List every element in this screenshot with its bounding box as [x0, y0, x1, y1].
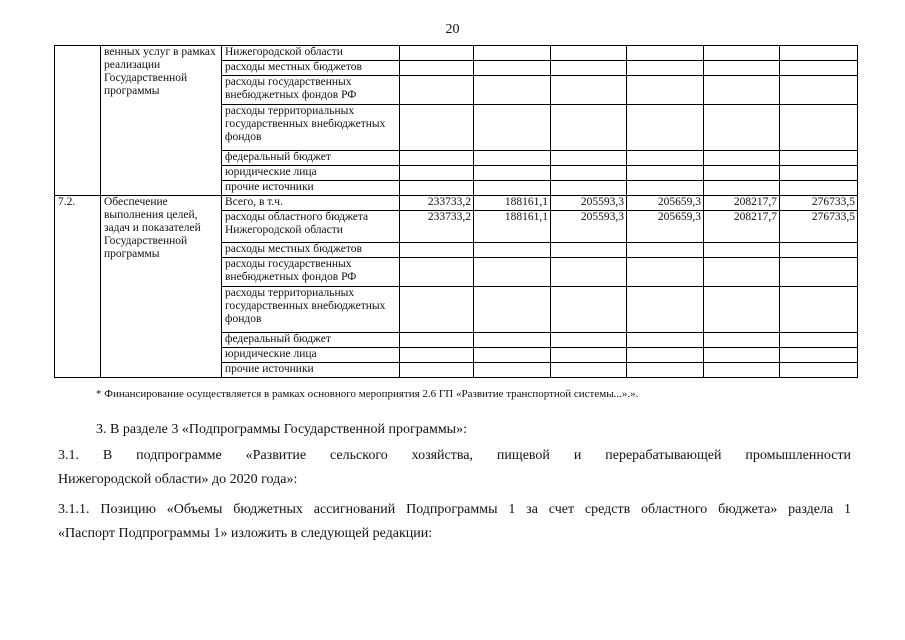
- amount-cell: [551, 46, 627, 61]
- amount-cell: [400, 348, 474, 363]
- funding-source-cell: юридические лица: [222, 348, 400, 363]
- page-number: 20: [445, 22, 460, 37]
- funding-source-cell: прочие источники: [222, 363, 400, 378]
- amount-cell: [627, 105, 704, 151]
- amount-cell: 276733,5: [780, 211, 858, 243]
- funding-source-cell: расходы территориальных государственных внебюджетных фондов: [222, 287, 400, 333]
- table-row: [55, 196, 858, 211]
- amount-cell: [400, 243, 474, 258]
- amount-cell: 276733,5: [780, 196, 858, 211]
- amount-cell: 205659,3: [627, 196, 704, 211]
- paragraph-3-1-line-1: 3.1. В подпрограмме «Развитие сельского хозяйства, пищевой и перерабатывающей промышленности: [58, 448, 851, 463]
- amount-cell: [704, 105, 780, 151]
- amount-cell: [627, 76, 704, 105]
- amount-cell: [400, 287, 474, 333]
- amount-cell: [474, 61, 551, 76]
- amount-cell: [551, 151, 627, 166]
- amount-cell: [551, 363, 627, 378]
- amount-cell: [780, 363, 858, 378]
- amount-cell: [474, 333, 551, 348]
- amount-cell: [474, 258, 551, 287]
- amount-cell: [551, 61, 627, 76]
- amount-cell: 233733,2: [400, 196, 474, 211]
- amount-cell: [551, 243, 627, 258]
- amount-cell: 205593,3: [551, 196, 627, 211]
- amount-cell: [704, 61, 780, 76]
- amount-cell: [400, 46, 474, 61]
- amount-cell: [704, 348, 780, 363]
- amount-cell: [400, 76, 474, 105]
- amount-cell: [780, 287, 858, 333]
- activity-name-cell: Обеспечение выполнения целей, задач и показателей Государственной программы: [101, 196, 222, 378]
- amount-cell: [474, 151, 551, 166]
- funding-source-cell: расходы государственных внебюджетных фондов РФ: [222, 258, 400, 287]
- paragraph-3-1-1-line-2: «Паспорт Подпрограммы 1» изложить в следующей редакции:: [58, 526, 433, 541]
- amount-cell: [627, 363, 704, 378]
- funding-source-cell: расходы областного бюджета Нижегородской области: [222, 211, 400, 243]
- amount-cell: [400, 258, 474, 287]
- paragraph-section-3: 3. В разделе 3 «Подпрограммы Государственной программы»:: [96, 422, 467, 437]
- funding-source-cell: прочие источники: [222, 181, 400, 196]
- amount-cell: [780, 181, 858, 196]
- amount-cell: [704, 151, 780, 166]
- paragraph-3-1-line-2: Нижегородской области» до 2020 года»:: [58, 472, 298, 487]
- amount-cell: [780, 333, 858, 348]
- amount-cell: [551, 287, 627, 333]
- amount-cell: [627, 287, 704, 333]
- amount-cell: 205659,3: [627, 211, 704, 243]
- amount-cell: [551, 76, 627, 105]
- amount-cell: [400, 181, 474, 196]
- amount-cell: [551, 181, 627, 196]
- amount-cell: [474, 363, 551, 378]
- amount-cell: [627, 166, 704, 181]
- amount-cell: [474, 105, 551, 151]
- amount-cell: [704, 333, 780, 348]
- amount-cell: [704, 166, 780, 181]
- funding-source-cell: расходы государственных внебюджетных фондов РФ: [222, 76, 400, 105]
- amount-cell: [627, 181, 704, 196]
- amount-cell: [551, 258, 627, 287]
- funding-source-cell: расходы местных бюджетов: [222, 61, 400, 76]
- row-number-cell: [55, 46, 101, 196]
- amount-cell: [400, 105, 474, 151]
- amount-cell: [627, 46, 704, 61]
- funding-source-cell: Нижегородской области: [222, 46, 400, 61]
- amount-cell: [474, 166, 551, 181]
- budget-table-body: [55, 46, 858, 378]
- amount-cell: [400, 61, 474, 76]
- amount-cell: [627, 348, 704, 363]
- activity-name-cell: венных услуг в рамках реализации Государственной программы: [101, 46, 222, 196]
- funding-source-cell: Всего, в т.ч.: [222, 196, 400, 211]
- footnote: * Финансирование осуществляется в рамках основного мероприятия 2.6 ГП «Развитие транспортной системы...».».: [96, 388, 639, 400]
- amount-cell: [780, 166, 858, 181]
- amount-cell: [704, 287, 780, 333]
- amount-cell: [780, 76, 858, 105]
- amount-cell: [474, 348, 551, 363]
- amount-cell: [780, 61, 858, 76]
- amount-cell: [551, 166, 627, 181]
- budget-table: [54, 45, 858, 378]
- amount-cell: [780, 46, 858, 61]
- amount-cell: [627, 151, 704, 166]
- funding-source-cell: федеральный бюджет: [222, 151, 400, 166]
- amount-cell: 188161,1: [474, 211, 551, 243]
- amount-cell: [704, 76, 780, 105]
- amount-cell: [704, 243, 780, 258]
- amount-cell: 208217,7: [704, 196, 780, 211]
- funding-source-cell: расходы местных бюджетов: [222, 243, 400, 258]
- amount-cell: [627, 61, 704, 76]
- amount-cell: [704, 46, 780, 61]
- amount-cell: 233733,2: [400, 211, 474, 243]
- row-number-cell: 7.2.: [55, 196, 101, 378]
- amount-cell: [474, 243, 551, 258]
- amount-cell: [474, 287, 551, 333]
- funding-source-cell: юридические лица: [222, 166, 400, 181]
- table-row: [55, 46, 858, 61]
- amount-cell: [400, 333, 474, 348]
- amount-cell: [400, 166, 474, 181]
- paragraph-3-1-1-line-1: 3.1.1. Позицию «Объемы бюджетных ассигнований Подпрограммы 1 за счет средств областного бюджета» раздела 1: [58, 502, 851, 517]
- amount-cell: 205593,3: [551, 211, 627, 243]
- amount-cell: [551, 105, 627, 151]
- amount-cell: [780, 348, 858, 363]
- amount-cell: [780, 105, 858, 151]
- amount-cell: 208217,7: [704, 211, 780, 243]
- amount-cell: [474, 46, 551, 61]
- amount-cell: [400, 151, 474, 166]
- amount-cell: [627, 243, 704, 258]
- amount-cell: [551, 348, 627, 363]
- amount-cell: [400, 363, 474, 378]
- amount-cell: [627, 258, 704, 287]
- amount-cell: [704, 363, 780, 378]
- amount-cell: [474, 76, 551, 105]
- amount-cell: [780, 243, 858, 258]
- amount-cell: [704, 258, 780, 287]
- amount-cell: [780, 151, 858, 166]
- amount-cell: [551, 333, 627, 348]
- funding-source-cell: федеральный бюджет: [222, 333, 400, 348]
- funding-source-cell: расходы территориальных государственных внебюджетных фондов: [222, 105, 400, 151]
- amount-cell: [780, 258, 858, 287]
- amount-cell: [704, 181, 780, 196]
- amount-cell: [474, 181, 551, 196]
- amount-cell: [627, 333, 704, 348]
- amount-cell: 188161,1: [474, 196, 551, 211]
